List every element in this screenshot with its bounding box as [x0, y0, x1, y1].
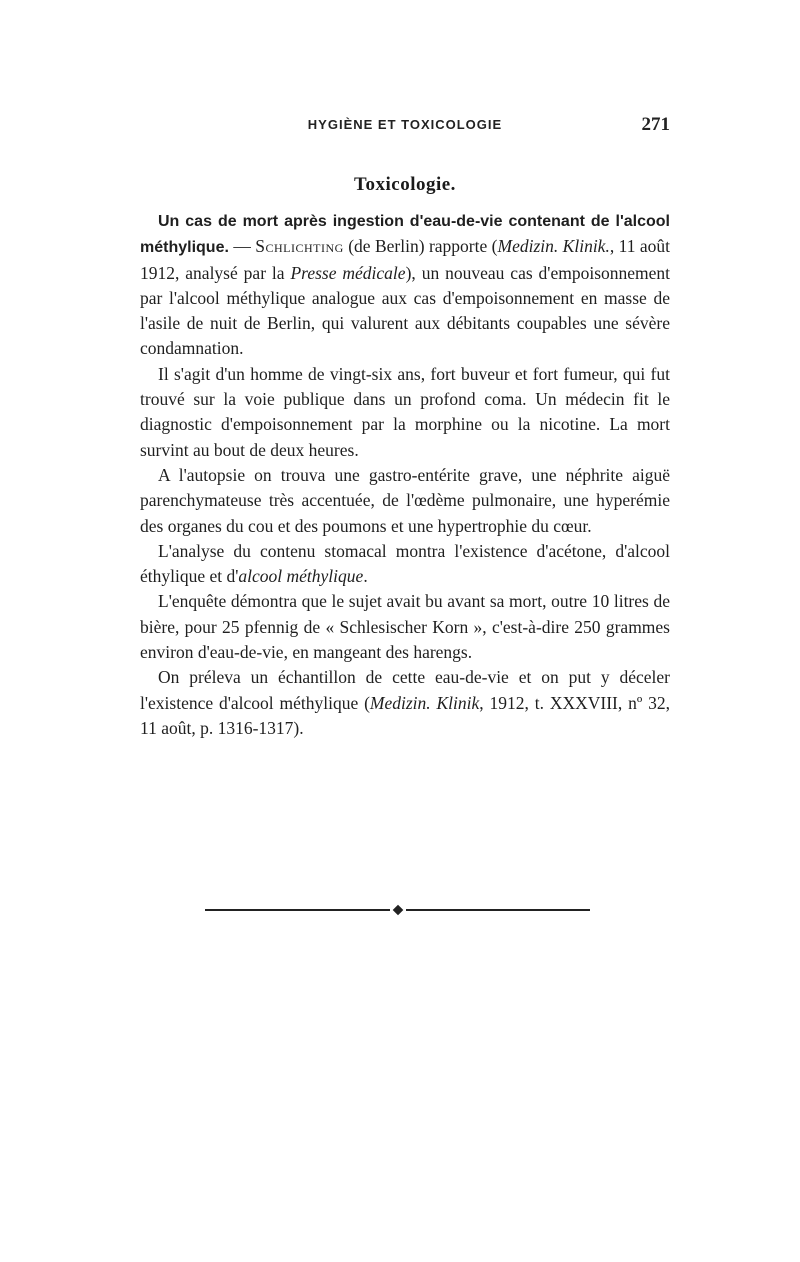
paragraph-2: Il s'agit d'un homme de vingt-six ans, fort buveur et fort fumeur, qui fut trouvé sur la voie publique dans un profond coma. Un médecin fit le diagnostic d'empoisonnement par la morphine ou la nicotine. La mort survint au bout de deux heures. [140, 363, 670, 460]
article-body [140, 208, 670, 741]
article-heading: Un cas de mort après ingestion d'eau-de-vie contenant de l'alcool méthylique. [140, 213, 670, 257]
paragraph-1 [140, 208, 670, 362]
p4-text-a: L'analyse du contenu stomacal montra l'existence d'acétone, d'alcool éthylique et d' [140, 540, 670, 587]
section-title: Toxicologie. [354, 174, 456, 195]
heading-dash: — [228, 236, 256, 257]
p6-text-a: On préleva un échantillon de cette eau-de-vie et on put y déceler l'existence d'alcool méthylique ( [140, 667, 670, 713]
p1-text-c: ), un nouveau cas d'empoisonnement par l'alcool méthylique analogue aux cas d'empoisonnement en masse de l'asile de nuit de Berlin, qui valurent aux débitants coupables une sévère condamnation. [140, 262, 671, 359]
paragraph-4 [140, 539, 670, 590]
p1-text-a: (de Berlin) rapporte ( [343, 236, 498, 257]
end-ornament-rule [205, 904, 590, 916]
rule-left-line [205, 909, 390, 911]
journal-citation-2: Medizin. Klinik [369, 692, 480, 713]
presse-medicale-citation: Presse médicale [290, 262, 406, 283]
p6-text-b: , 1912, t. XXXVIII, nº 32, 11 août, p. 1316-1317). [140, 692, 671, 738]
alcool-methylique-italic: alcool méthylique [238, 566, 364, 587]
diamond-ornament-icon [393, 904, 404, 915]
paragraph-6 [140, 665, 670, 741]
page-number: 271 [641, 114, 670, 135]
p1-text-b: , 11 août 1912, analysé par la [140, 236, 671, 283]
journal-citation: Medizin. Klinik. [497, 236, 610, 257]
paragraph-3: A l'autopsie on trouva une gastro-entérite grave, une néphrite aiguë parenchymateuse très accentuée, de l'œdème pulmonaire, une hyperémie des organes du cou et des poumons et une hypertrophie du cœur. [140, 464, 670, 536]
p4-text-b: . [363, 566, 368, 587]
running-title: HYGIÈNE ET TOXICOLOGIE [307, 117, 503, 132]
paragraph-5: L'enquête démontra que le sujet avait bu avant sa mort, outre 10 litres de bière, pour 25 pfennig de « Schlesischer Korn », c'est-à-dire 250 grammes environ d'eau-de-vie, en mangeant des harengs. [140, 591, 670, 663]
author-name: Schlichting [255, 236, 344, 257]
running-head [140, 114, 670, 139]
rule-right-line [406, 909, 590, 911]
